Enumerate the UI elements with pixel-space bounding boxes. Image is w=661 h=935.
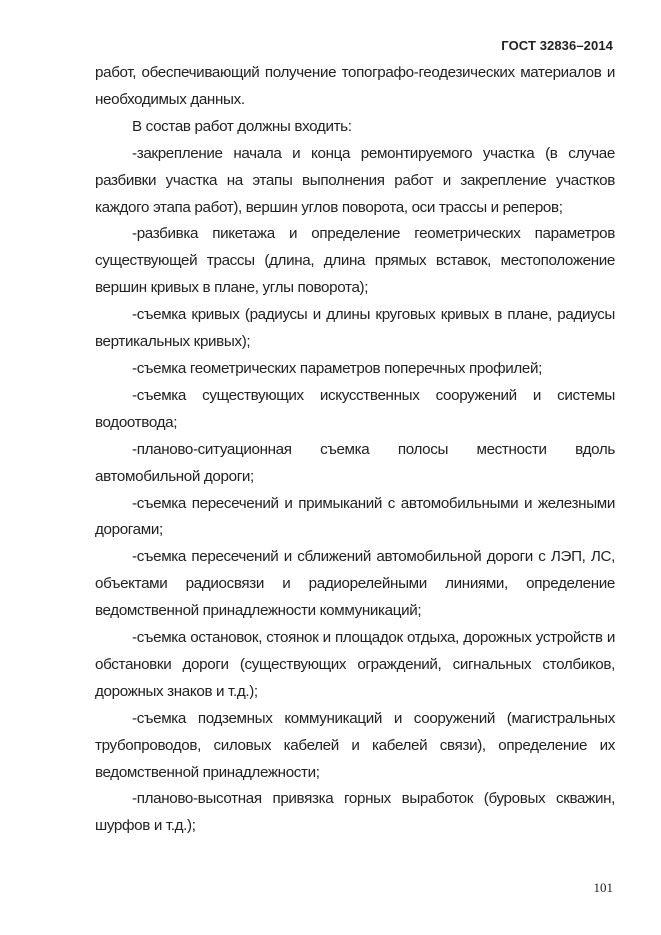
list-item: -разбивка пикетажа и определение геометрических параметров существующей трассы (длина, длина прямых вставок, местоположение вершин кривых в плане, углы поворота); [95,225,615,297]
paragraph-continuation: работ, обеспечивающий получение топографо-геодезических материалов и необходимых данных. [95,64,615,108]
body-text [95,60,615,840]
list-item: -съемка пересечений и примыканий с автомобильными и железными дорогами; [95,494,615,539]
list-item: -съемка существующих искусственных сооружений и системы водоотвода; [95,386,615,431]
list-item: -съемка геометрических параметров поперечных профилей; [132,359,542,377]
list-item: -съемка подземных коммуникаций и сооружений (магистральных трубопроводов, силовых кабелей и кабелей связи), определение их ведомственной принадлежности; [95,709,615,781]
list-item: -закрепление начала и конца ремонтируемого участка (в случае разбивки участка на этапы выполнения работ и закрепление участков каждого этапа работ), вершин углов поворота, оси трассы и реперов; [95,144,615,216]
page-number: 101 [593,880,613,895]
document-header: ГОСТ 32836–2014 [501,38,613,53]
list-item: -планово-высотная привязка горных выработок (буровых скважин, шурфов и т.д.); [95,790,615,835]
list-item: -планово-ситуационная съемка полосы местности вдоль автомобильной дороги; [95,440,615,485]
list-item: -съемка кривых (радиусы и длины круговых кривых в плане, радиусы вертикальных кривых); [95,306,615,351]
paragraph-intro: В состав работ должны входить: [132,117,352,135]
list-item: -съемка остановок, стоянок и площадок отдыха, дорожных устройств и обстановки дороги (существующих ограждений, сигнальных столбиков, дорожных знаков и т.д.); [95,629,615,700]
list-item: -съемка пересечений и сближений автомобильной дороги с ЛЭП, ЛС, объектами радиосвязи и радиорелейными линиями, определение ведомственной принадлежности коммуникаций; [95,548,615,620]
